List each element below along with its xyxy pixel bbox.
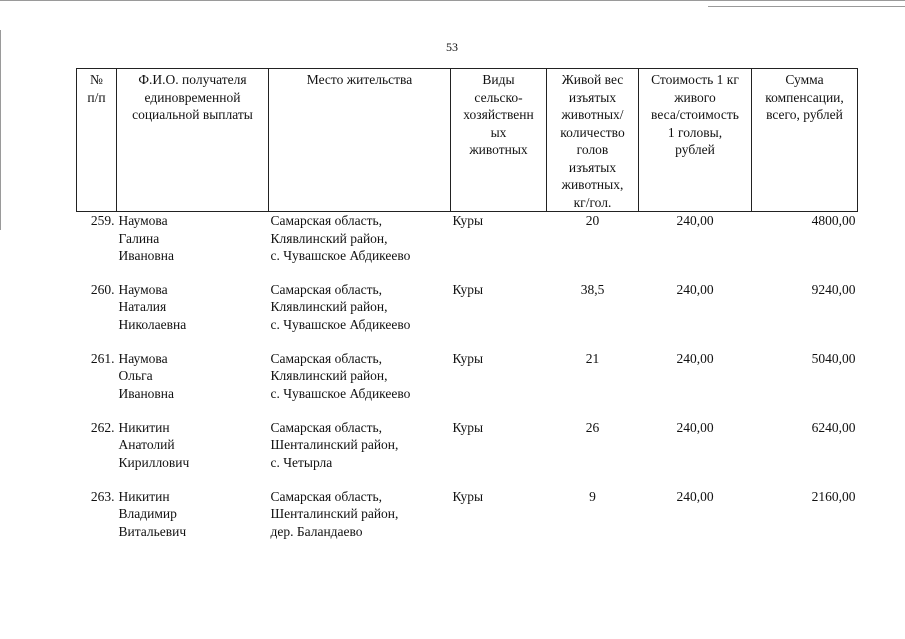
total-sum: 9240,00 <box>811 281 856 297</box>
live-weight: 26 <box>585 419 600 435</box>
recipient-name: Наумова Галина Ивановна <box>118 213 175 263</box>
animal-kind: Куры <box>452 350 484 366</box>
header-total-sum: Сумма компенсации, всего, рублей <box>752 69 858 212</box>
table-row <box>77 419 858 488</box>
animal-kind: Куры <box>452 213 484 228</box>
total-sum: 4800,00 <box>811 213 856 228</box>
live-weight: 20 <box>585 213 600 228</box>
total-sum: 2160,00 <box>811 488 856 504</box>
table-row <box>77 281 858 350</box>
scan-top-right-line <box>708 6 905 7</box>
live-weight: 38,5 <box>580 281 605 297</box>
total-sum: 6240,00 <box>811 419 856 435</box>
scan-top-edge-line <box>0 0 905 1</box>
row-number: 263. <box>90 488 115 504</box>
table-row <box>77 212 858 281</box>
animal-kind: Куры <box>452 488 484 504</box>
animal-kind: Куры <box>452 419 484 435</box>
total-sum: 5040,00 <box>811 350 856 366</box>
recipient-name: Наумова Наталия Николаевна <box>118 281 187 332</box>
residence: Самарская область, Шенталинский район, дер. Баландаево <box>270 488 399 539</box>
unit-price: 240,00 <box>676 213 714 228</box>
scan-left-edge-line <box>0 30 1 230</box>
unit-price: 240,00 <box>676 350 714 366</box>
row-number: 261. <box>90 350 115 366</box>
residence: Самарская область, Клявлинский район, с. Чувашское Абдикеево <box>270 213 411 263</box>
table-row <box>77 350 858 419</box>
unit-price: 240,00 <box>676 281 714 297</box>
compensation-table <box>76 68 858 557</box>
recipient-name: Никитин Анатолий Кириллович <box>118 419 190 470</box>
header-recipient-name: Ф.И.О. получателя единовременной социальной выплаты <box>117 69 269 212</box>
row-number: 259. <box>90 213 115 228</box>
header-residence: Место жительства <box>269 69 451 212</box>
animal-kind: Куры <box>452 281 484 297</box>
header-unit-price: Стоимость 1 кг живого веса/стоимость 1 головы, рублей <box>639 69 752 212</box>
table-header-row <box>77 69 858 212</box>
live-weight: 9 <box>589 488 596 504</box>
row-number: 262. <box>90 419 115 435</box>
page-number: 53 <box>446 40 458 54</box>
header-animal-kind: Виды сельско- хозяйственн ых животных <box>451 69 547 212</box>
unit-price: 240,00 <box>676 419 714 435</box>
residence: Самарская область, Шенталинский район, с. Четырла <box>270 419 399 470</box>
table-row <box>77 488 858 557</box>
header-live-weight: Живой вес изъятых животных/ количество голов изъятых животных, кг/гол. <box>547 69 639 212</box>
residence: Самарская область, Клявлинский район, с. Чувашское Абдикеево <box>270 281 411 332</box>
unit-price: 240,00 <box>676 488 714 504</box>
recipient-name: Наумова Ольга Ивановна <box>118 350 175 401</box>
row-number: 260. <box>90 281 115 297</box>
residence: Самарская область, Клявлинский район, с. Чувашское Абдикеево <box>270 350 411 401</box>
recipient-name: Никитин Владимир Витальевич <box>118 488 187 539</box>
live-weight: 21 <box>585 350 600 366</box>
header-number: № п/п <box>77 69 117 212</box>
